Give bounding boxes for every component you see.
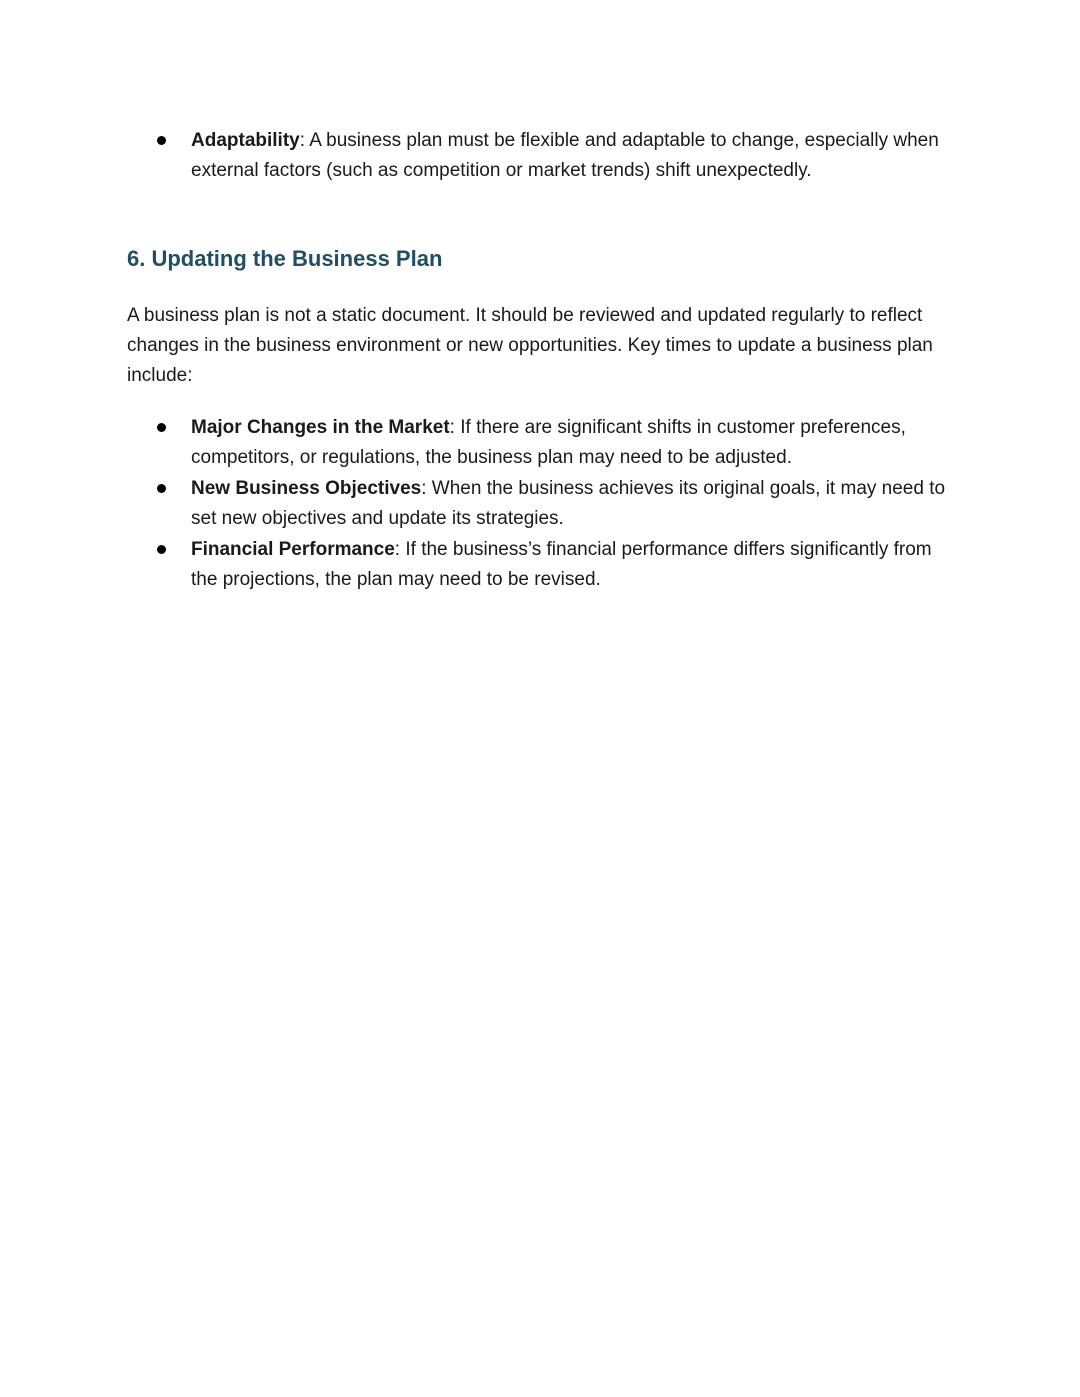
section-intro-paragraph: A business plan is not a static document. It should be reviewed and updated regularly to reflect changes in the business environment or new opportunities. Key times to update a business plan include: xyxy=(127,305,933,386)
update-times-list xyxy=(155,413,955,596)
list-item xyxy=(155,474,955,534)
list-item-term: New Business Objectives xyxy=(191,478,422,499)
list-item-text: : If the business’s financial performance differs significantly from the projections, the plan may need to be revised. xyxy=(191,539,932,590)
list-item xyxy=(155,413,955,473)
list-item-term: Adaptability xyxy=(191,130,300,151)
list-item-text: : If there are significant shifts in customer preferences, competitors, or regulations, the business plan may need to be adjusted. xyxy=(191,417,906,468)
list-item-term: Major Changes in the Market xyxy=(191,417,450,438)
list-item-text: : When the business achieves its original goals, it may need to set new objectives and update its strategies. xyxy=(191,478,946,529)
list-item xyxy=(155,535,955,595)
bullet-icon xyxy=(157,136,166,145)
bullet-icon xyxy=(157,484,166,493)
adaptability-list xyxy=(155,126,955,187)
list-item xyxy=(155,126,955,186)
list-item-text: : A business plan must be flexible and adaptable to change, especially when external factors (such as competition or market trends) shift unexpectedly. xyxy=(191,130,939,181)
bullet-icon xyxy=(157,545,166,554)
list-item-term: Financial Performance xyxy=(191,539,395,560)
bullet-icon xyxy=(157,423,166,432)
section-heading: 6. Updating the Business Plan xyxy=(127,246,443,271)
